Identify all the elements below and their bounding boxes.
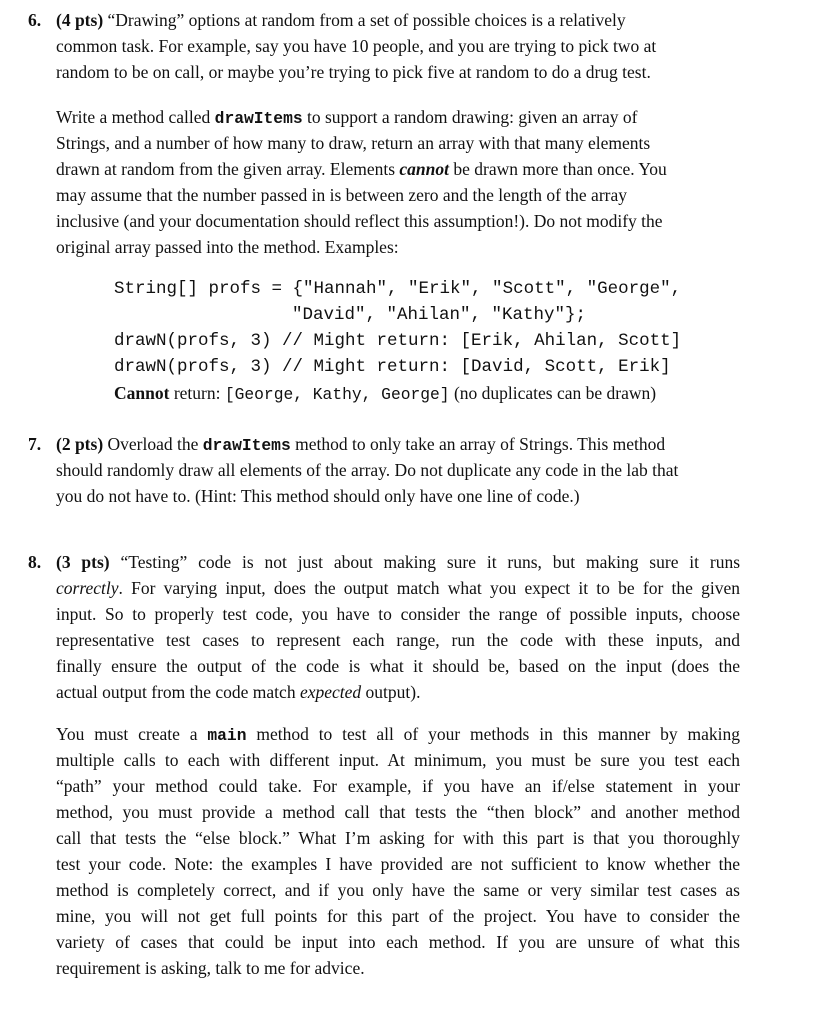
q7-text: Overload the: [103, 434, 203, 454]
q6-p2-line-2: Strings, and a number of how many to draw, return an array with that many elements: [56, 133, 651, 153]
example-line-1: String[] profs = {"Hannah", "Erik", "Scott", "George",: [114, 279, 682, 299]
q8-line-1: [56, 549, 740, 575]
q8-p2-line-10: requirement is asking, talk to me for advice.: [56, 958, 365, 978]
q7-line-1: [56, 431, 665, 459]
q6-line-3: random to be on call, or maybe you’re trying to pick five at random to do a drug test.: [56, 62, 651, 82]
example-line-4: drawN(profs, 3) // Might return: [David, Scott, Erik]: [114, 357, 671, 377]
q8-text: output).: [361, 682, 421, 702]
q8-line-4: representative test cases to represent each range, run the code with these inputs, and: [56, 630, 740, 650]
correctly-emphasis: correctly: [56, 578, 119, 598]
q7-line-2: should randomly draw all elements of the array. Do not duplicate any code in the lab that: [56, 460, 679, 480]
example-text: return:: [169, 383, 225, 403]
q8-p2-line-9: variety of cases that could be input into each method. If you are unsure of what this: [56, 932, 740, 952]
q8-p2-line-3: “path” your method could take. For example, if you have an if/else statement in your: [56, 776, 740, 796]
q8-p2-text: method to test all of your methods in this manner by making: [246, 724, 741, 744]
q8-p2-line-8: mine, you will not get full points for this part of the project. You have to consider the: [56, 906, 740, 926]
q7-text: method to only take an array of Strings. This method: [290, 434, 666, 454]
q8-text: actual output from the code match: [56, 682, 300, 702]
q7-line-3: you do not have to. (Hint: This method should only have one line of code.): [56, 486, 580, 506]
question-6-number: 6.: [28, 10, 42, 30]
q8-p2-line-7: method is completely correct, and if you only have the same or very similar test cases as: [56, 880, 740, 900]
example-line-3: drawN(profs, 3) // Might return: [Erik, Ahilan, Scott]: [114, 331, 682, 351]
example-line-5: [114, 380, 656, 408]
drawitems-code: drawItems: [202, 436, 291, 455]
question-7-number: 7.: [28, 434, 42, 454]
q8-points: (3 pts): [56, 552, 110, 572]
q8-p2-line-6: test your code. Note: the examples I have provided are not sufficient to know whether the: [56, 854, 740, 874]
q8-p2-line-5: call that tests the “else block.” What I’m asking for with this part is that you thoroughly: [56, 828, 740, 848]
q6-p2-text: to support a random drawing: given an array of: [302, 107, 638, 127]
q8-line-3: input. So to properly test code, you have to consider the range of possible inputs, choose: [56, 604, 740, 624]
q6-line-1: [56, 7, 626, 33]
q6-p2-text: Write a method called: [56, 107, 215, 127]
q8-text: “Testing” code is not just about making sure it runs, but making sure it runs: [109, 552, 740, 572]
q8-p2-line-1: [56, 721, 740, 749]
drawitems-code: drawItems: [214, 109, 303, 128]
q6-p2-line-6: original array passed into the method. Examples:: [56, 237, 399, 257]
q8-p2-line-2: multiple calls to each with different input. At minimum, you must be sure you test each: [56, 750, 740, 770]
main-code: main: [207, 726, 247, 745]
cannot-emphasis: cannot: [399, 159, 450, 179]
q8-p2-text: You must create a: [56, 724, 208, 744]
q8-text: . For varying input, does the output match what you expect it to be for the given: [118, 578, 740, 598]
q8-line-6: [56, 679, 420, 705]
q6-p2-line-4: may assume that the number passed in is between zero and the length of the array: [56, 185, 627, 205]
q6-p2-line-3: [56, 156, 667, 182]
question-8-number: 8.: [28, 552, 42, 572]
q6-points: (4 pts): [56, 10, 104, 30]
q6-p2-line-1: [56, 104, 637, 132]
q7-points: (2 pts): [56, 434, 104, 454]
q8-line-2: [56, 575, 740, 601]
q8-line-5: finally ensure the output of the code is what it should be, based on the input (does the: [56, 656, 740, 676]
q6-text-1: “Drawing” options at random from a set of possible choices is a relatively: [107, 10, 626, 30]
q8-p2-line-4: method, you must provide a method call that tests the “then block” and another method: [56, 802, 740, 822]
example-line-2: "David", "Ahilan", "Kathy"};: [292, 305, 587, 325]
cannot-bold: Cannot: [114, 383, 170, 403]
q6-p2-text: be drawn more than once. You: [449, 159, 667, 179]
q6-line-2: common task. For example, say you have 10 people, and you are trying to pick two at: [56, 36, 657, 56]
expected-emphasis: expected: [299, 682, 362, 702]
example-text: (no duplicates can be drawn): [449, 383, 657, 403]
q6-p2-line-5: inclusive (and your documentation should reflect this assumption!). Do not modify the: [56, 211, 663, 231]
q6-p2-text: drawn at random from the given array. Elements: [56, 159, 400, 179]
example-code: [George, Kathy, George]: [224, 385, 450, 404]
